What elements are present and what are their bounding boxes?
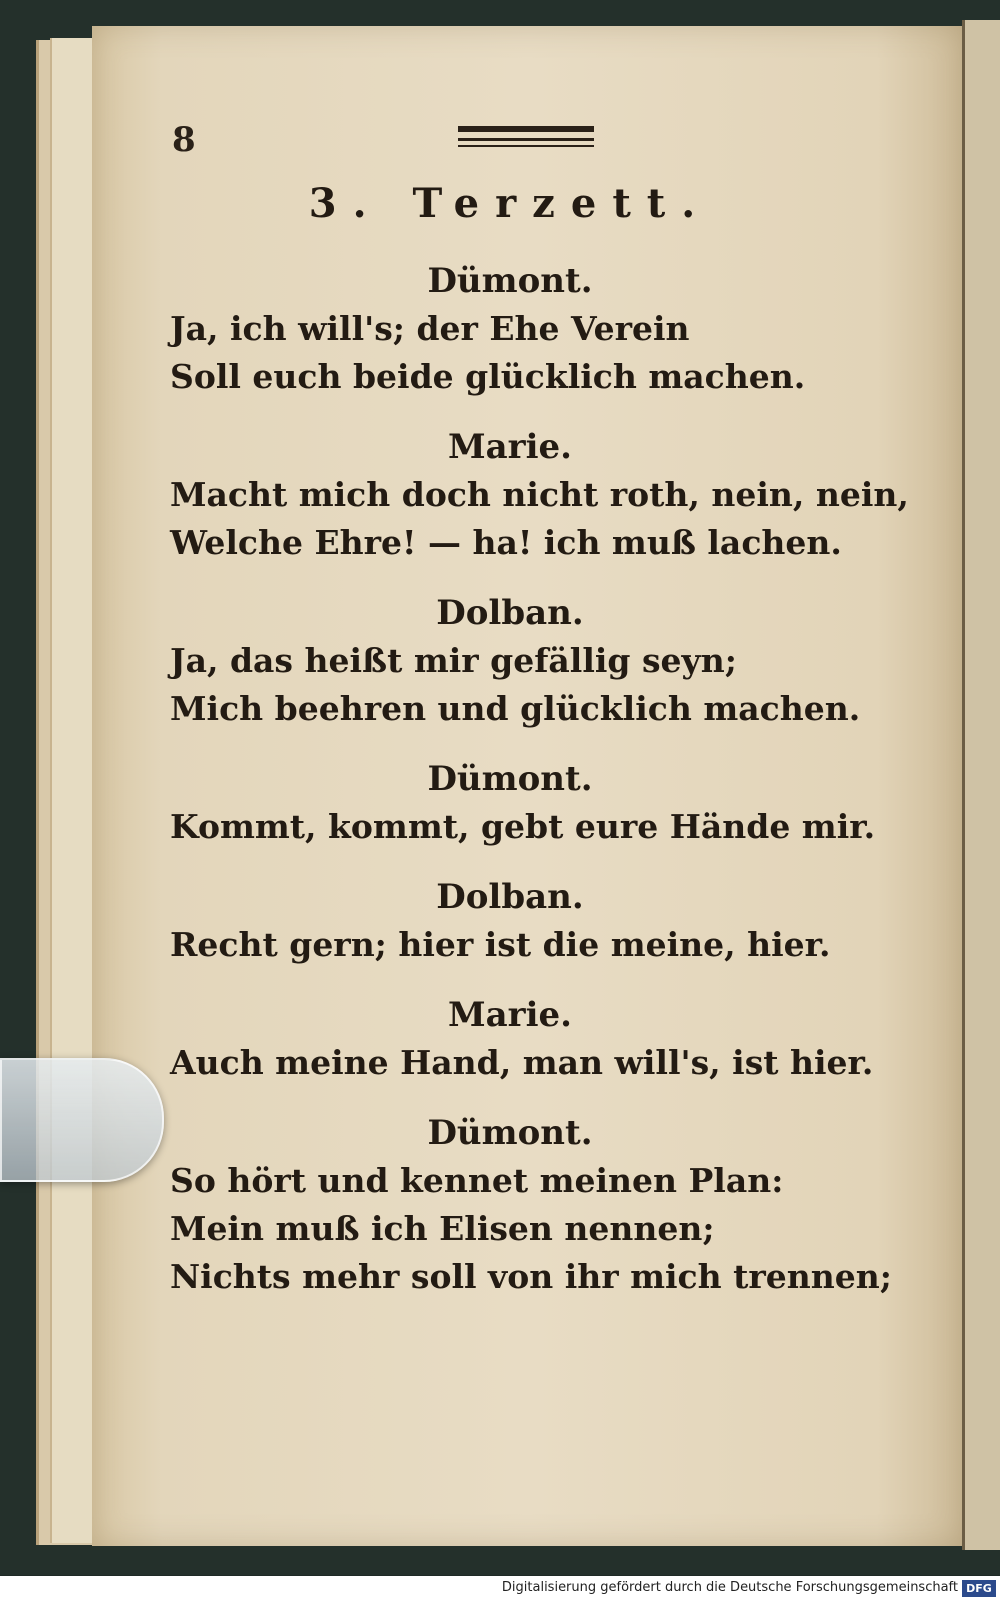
bookmark-clip [0, 1058, 164, 1182]
page-number: 8 [172, 120, 196, 160]
verse-line: Mein muß ich Elisen nennen; [170, 1209, 715, 1248]
dialogue-block [170, 423, 909, 567]
dialogue-block [170, 1109, 892, 1301]
footer-credit: Digitalisierung gefördert durch die Deutsche Forschungsgemeinschaft [501, 1580, 958, 1595]
ornamental-rule [458, 126, 594, 132]
dialogue-block [170, 991, 874, 1087]
ornamental-rule [458, 138, 594, 141]
section-title: 3. Terzett. [308, 180, 712, 227]
speaker-name: Dolban. [436, 877, 584, 917]
verse-line: Kommt, kommt, gebt eure Hände mir. [170, 807, 876, 846]
verse-line: Auch meine Hand, man will's, ist hier. [170, 1043, 874, 1082]
verse-line: Ja, ich will's; der Ehe Verein [170, 309, 690, 348]
page-content [170, 180, 909, 1323]
verse-line: Mich beehren und glücklich machen. [170, 689, 861, 728]
speaker-name: Dümont. [427, 759, 593, 799]
dialogue-block [170, 873, 850, 969]
dialogue-block [170, 257, 850, 401]
verse-line: Nichts mehr soll von ihr mich trennen; [170, 1257, 892, 1296]
dialogue-block [170, 755, 876, 851]
speaker-name: Marie. [448, 427, 572, 467]
verse-line: Welche Ehre! — ha! ich muß lachen. [170, 523, 842, 562]
verse-line: Recht gern; hier ist die meine, hier. [170, 925, 831, 964]
verse-line: So hört und kennet meinen Plan: [170, 1161, 784, 1200]
verse-line: Macht mich doch nicht roth, nein, nein, [170, 475, 909, 514]
verse-line: Soll euch beide glücklich machen. [170, 357, 806, 396]
speaker-name: Dümont. [427, 1113, 593, 1153]
facing-page-edge [965, 20, 1000, 1550]
dialogue-block [170, 589, 861, 733]
speaker-name: Marie. [448, 995, 572, 1035]
speaker-name: Dümont. [427, 261, 593, 301]
speaker-name: Dolban. [436, 593, 584, 633]
footer-bar [0, 1576, 1000, 1601]
verse-line: Ja, das heißt mir gefällig seyn; [170, 641, 737, 680]
dfg-logo: DFG [962, 1580, 996, 1597]
ornamental-rule [458, 145, 594, 147]
